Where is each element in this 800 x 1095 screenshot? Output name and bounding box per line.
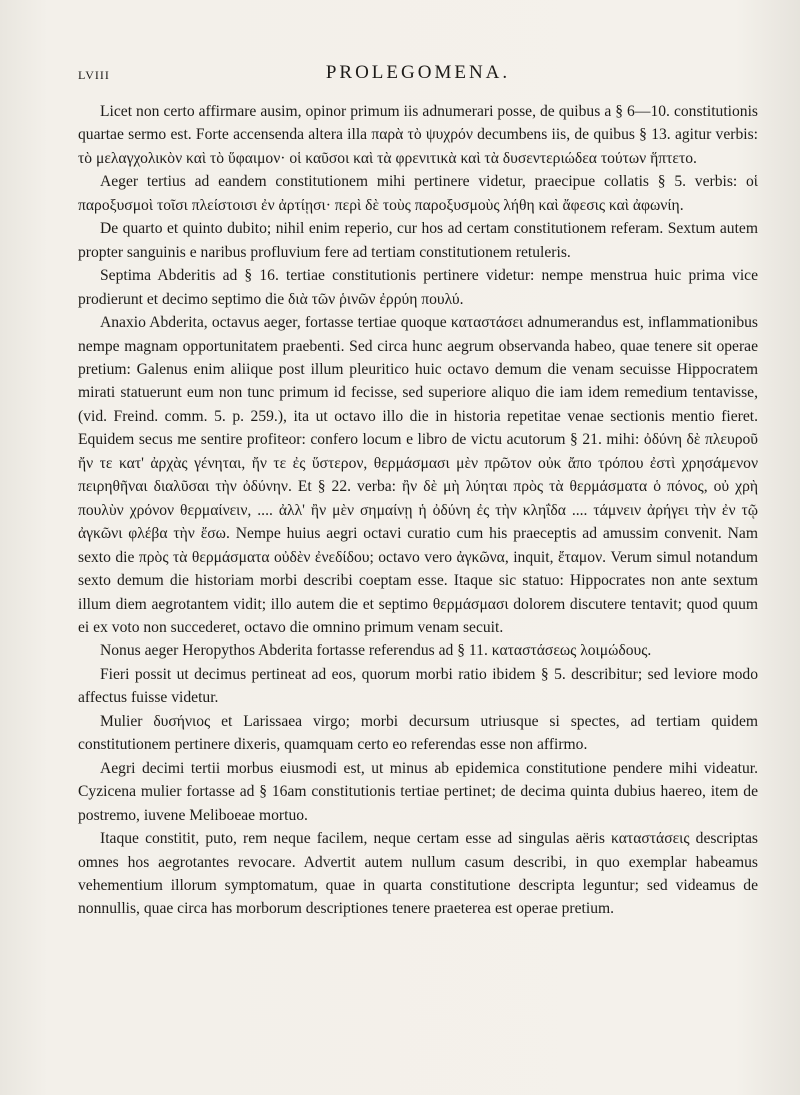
paragraph: Itaque constitit, puto, rem neque facilem, neque certam esse ad singulas aëris καταστάσεις descriptas omnes hos aegrotantes revocare. Advertit autem nullum casum describi, in quo exemplar habeamus vehementium illorum symptomatum, quae in quarta constitutione descripta leguntur; sed videamus de nonnullis, quae circa has morborum descriptiones tenere praeterea est operae pretium. [78, 830, 758, 918]
page-number: LVIII [78, 68, 110, 82]
paragraph: Anaxio Abderita, octavus aeger, fortasse tertiae quoque καταστάσει adnumerandus est, inflammationibus nempe magnam opportunitatem praebenti. Sed circa hunc aegrum observanda habeo, quae tenere sit operae pretium: Galenus enim aliique post illum pleuritico huic octavo demum die venam secuisse Hippocratem mirati statuerunt eum non tunc primum id fecisse, sed superiore aliquo die iam idem remedium tentavisse, (vid. Freind. comm. 5. p. 259.), ita ut octavo illo die in historia repetitae venae sectionis mentio fieret. Equidem secus me sentire profiteor: confero locum e libro de victu acutorum § 21. mihi: ὀδύνη δὲ πλευροῦ ἤν τε κατ' ἀρχὰς γένηται, ἤν τε ἐς ὕστερον, θερμάσμασι μὲν πρῶτον οὐκ ἄπο τρόπου ἐστὶ χρησάμενον πειρηθῆναι διαλῦσαι τὴν ὀδύνην. Et § 22. verba: ἢν δὲ μὴ λύηται πρὸς τὰ θερμάσματα ὁ πόνος, οὐ χρὴ πουλὺν χρόνον θερμαίνειν, .... ἀλλ' ἢν μὲν σημαίνῃ ἡ ὀδύνη ἐς τὴν κληΐδα .... τάμνειν ἀρήγει τὴν ἐν τῷ ἀγκῶνι φλέβα τὴν ἔσω. Nempe huius aegri octavi curatio cum his praeceptis ad amussim convenit. Nam sexto die πρὸς τὰ θερμάσματα οὐδὲν ἐνεδίδου; octavo vero ἀγκῶνα, inquit, ἔταμον. Verum simul notandum sexto demum die historiam morbi describi coeptam esse. Itaque sic statuo: Hippocrates non ante sextum illum diem aegrotantem vidit; illo autem die et septimo θερμάσμασι dolorem discutere tentavit; quod quum ei ex voto non succederet, octavo die omnino primum venam secuit. [78, 314, 758, 636]
paragraph: Septima Abderitis ad § 16. tertiae constitutionis pertinere videtur: nempe menstrua huic prima vice prodierunt et decimo septimo die διὰ τῶν ῥινῶν ἐρρύη πουλύ. [78, 267, 758, 308]
paragraph: Fieri possit ut decimus pertineat ad eos, quorum morbi ratio ibidem § 5. describitur; sed leviore modo affectus fuisse videtur. [78, 665, 758, 707]
paragraph: Nonus aeger Heropythos Abderita fortasse referendus ad § 11. καταστάσεως λοιμώδους. [100, 642, 652, 660]
paragraph: Aeger tertius ad eandem constitutionem mihi pertinere videtur, praecipue collatis § 5. verbis: οἱ παροξυσμοὶ τοῖσι πλείστοισι ἐν ἀρτίῃσι· περὶ δὲ τοὺς παροξυσμοὺς λήθη καὶ ἄφεσις καὶ ἀφωνίη. [78, 173, 758, 214]
body-text [78, 100, 758, 921]
paragraph: Mulier δυσήνιος et Larissaea virgo; morbi decursum utriusque si spectes, ad tertiam quidem constitutionem pertinere dixeris, quamquam certo eo referendas esse non affirmo. [78, 712, 758, 754]
paragraph: Aegri decimi tertii morbus eiusmodi est, ut minus ab epidemica constitutione pendere mihi videatur. Cyzicena mulier fortasse ad § 16am constitutionis tertiae pertinet; de decima quinta dubius haereo, item de postremo, iuvene Meliboeae mortuo. [78, 759, 758, 824]
page-header [78, 62, 758, 90]
paragraph: Licet non certo affirmare ausim, opinor primum iis adnumerari posse, de quibus a § 6—10. constitutionis quartae sermo est. Forte accensenda altera illa παρὰ τὸ ψυχρόν decumbens iis, de quibus § 13. agitur verbis: τὸ μελαγχολικὸν καὶ τὸ ὕφαιμον· οἱ καῦσοι καὶ τὰ φρενιτικὰ καὶ τὰ δυσεντεριώδεα τούτων ἥπτετο. [78, 103, 758, 167]
running-title: PROLEGOMENA. [325, 62, 511, 83]
paragraph: De quarto et quinto dubito; nihil enim reperio, cur hos ad certam constitutionem referam. Sextum autem propter sanguinis e naribus profluvium fere ad tertiam constitutionem retuleris. [78, 220, 758, 261]
